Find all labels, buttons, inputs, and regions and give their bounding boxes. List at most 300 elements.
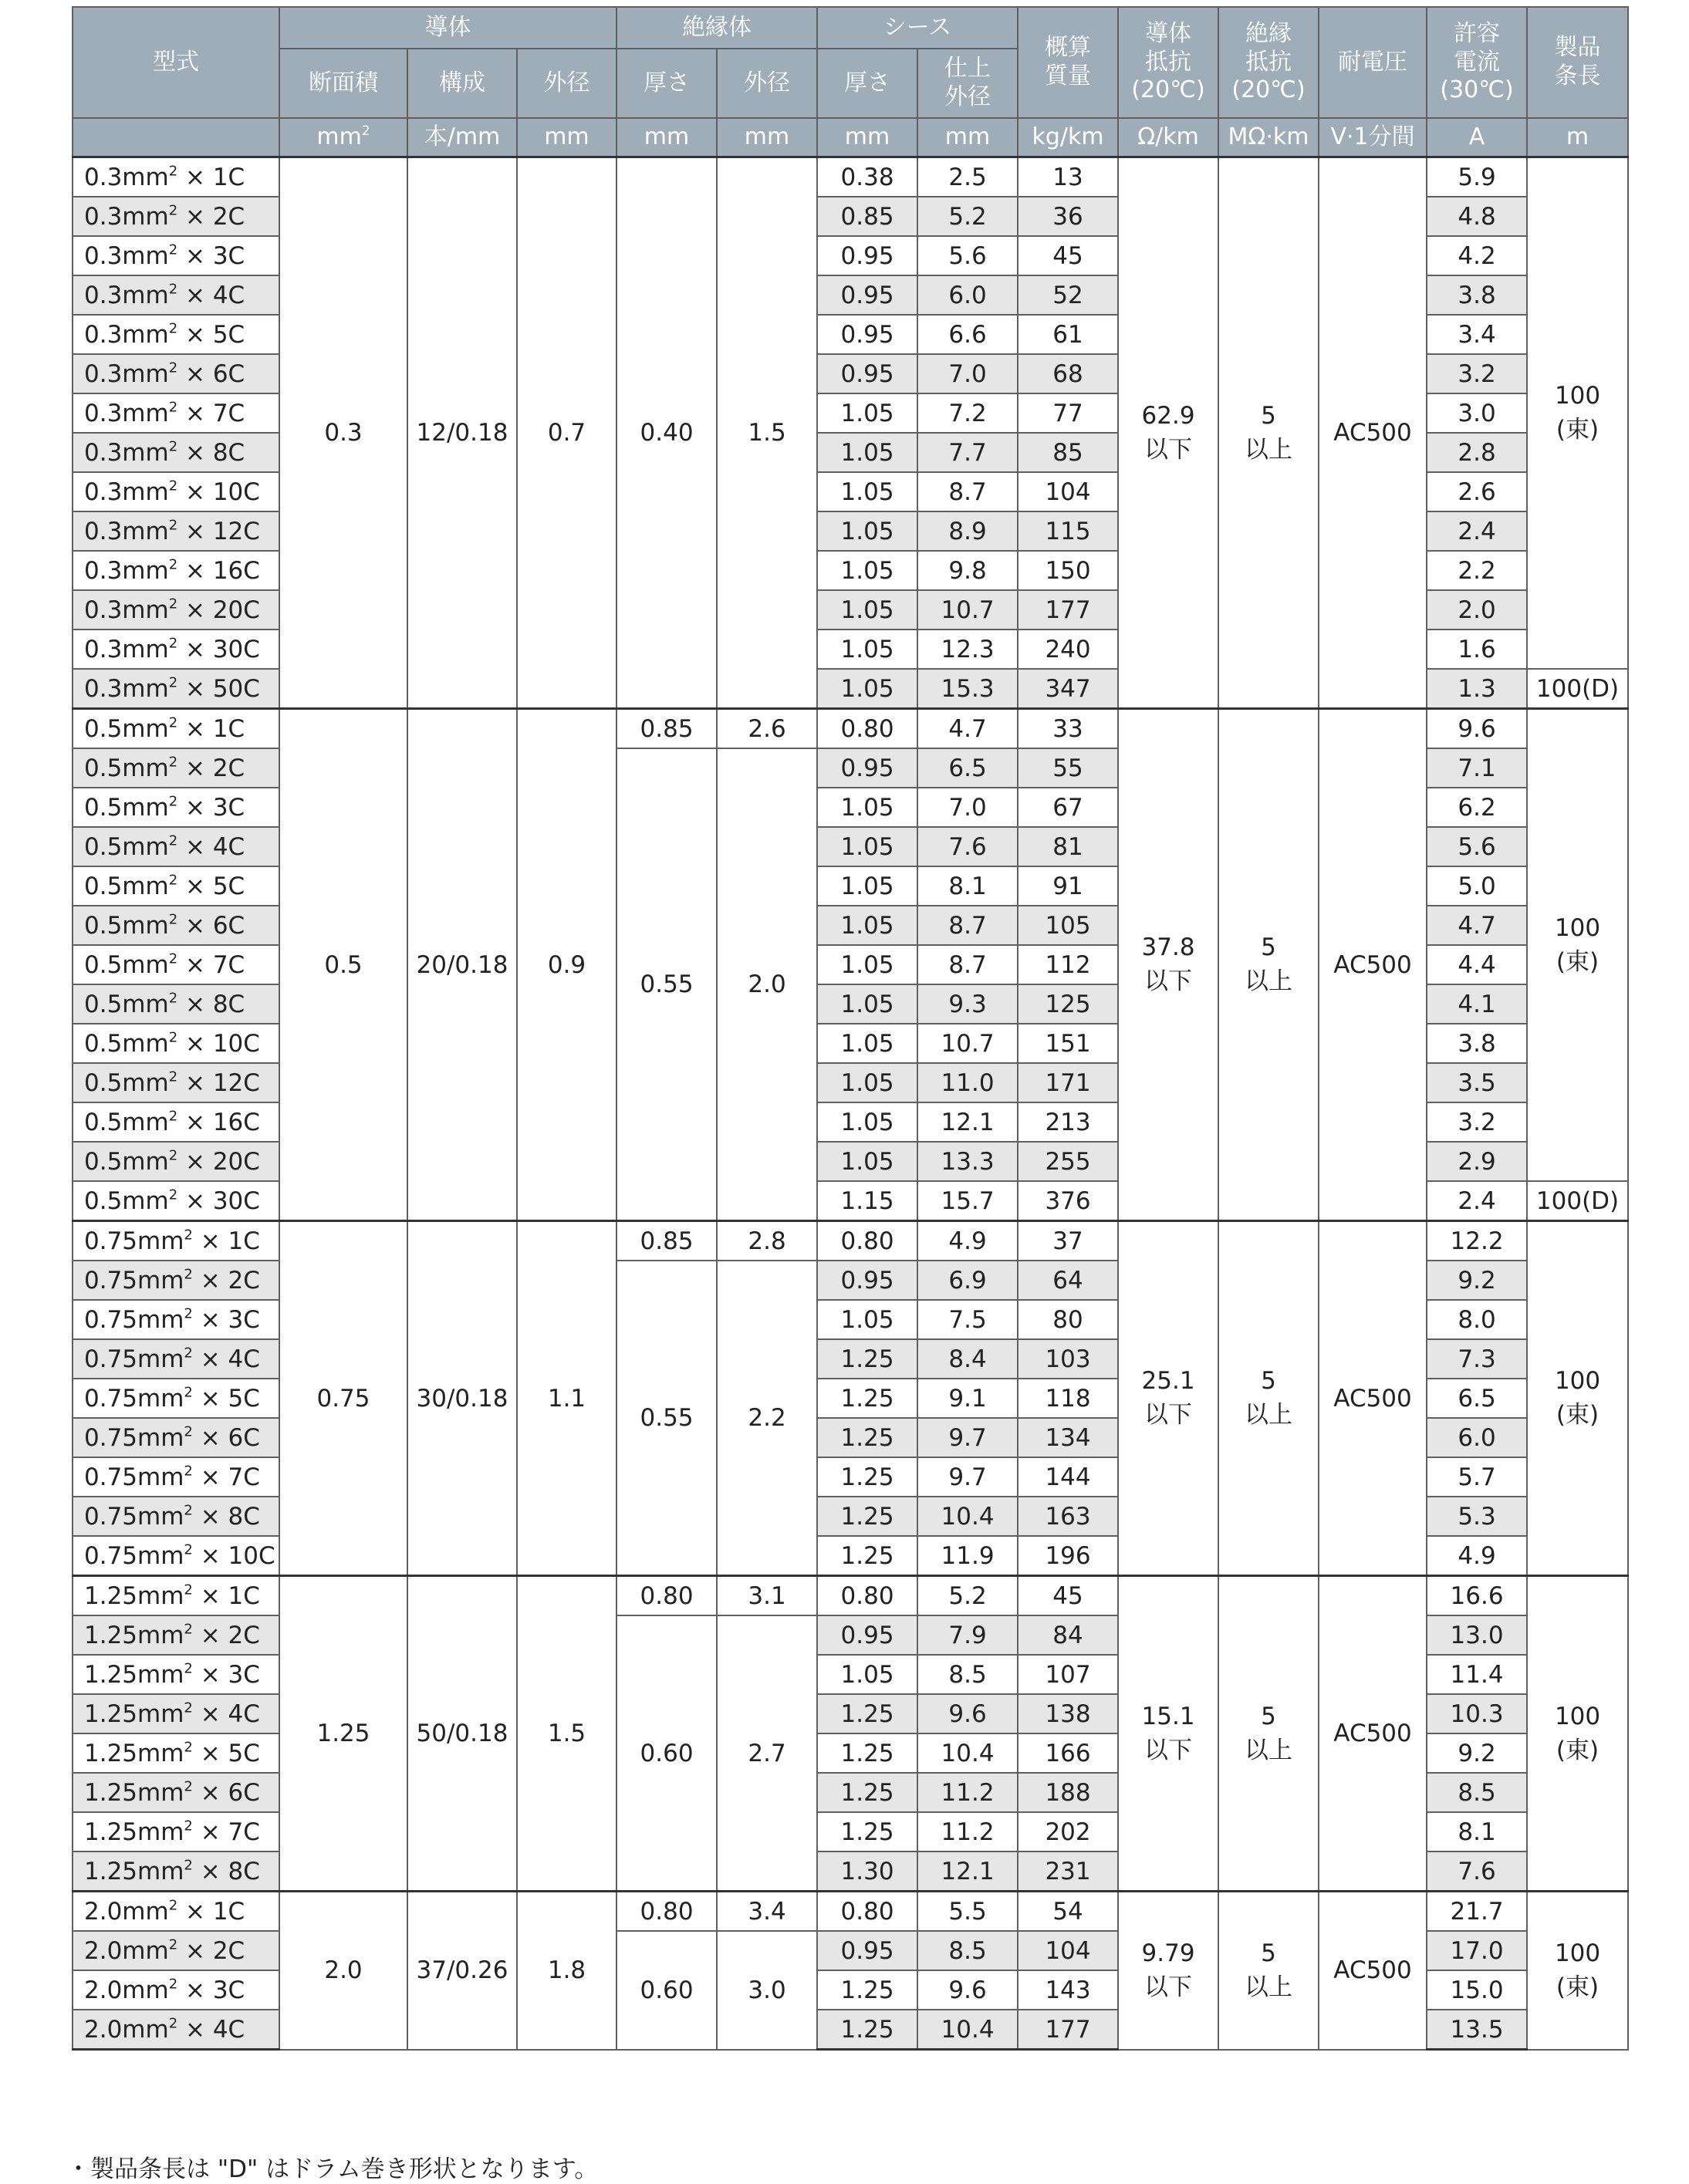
ins-od-cell: 3.1	[717, 1576, 817, 1616]
allowable-current-cell: 6.0	[1427, 1418, 1527, 1457]
model-cores: × 30C	[177, 1187, 260, 1215]
allowable-current-cell: 3.8	[1427, 1024, 1527, 1063]
cond-area-cell: 0.5	[279, 709, 407, 1221]
model-superscript: 2	[168, 1068, 178, 1085]
sheath-thickness-cell: 0.95	[817, 315, 917, 354]
sheath-thickness-cell: 1.25	[817, 1418, 917, 1457]
allowable-current-cell: 5.6	[1427, 827, 1527, 866]
model-base: 0.5mm	[84, 793, 169, 822]
allowable-current-cell: 2.4	[1427, 511, 1527, 551]
model-superscript: 2	[168, 280, 178, 297]
cond-od-cell: 1.1	[517, 1221, 616, 1576]
unit-product-length: m	[1527, 118, 1628, 157]
table-header	[73, 7, 1628, 157]
approx-mass-cell: 67	[1018, 788, 1118, 827]
cond-resistance-cell: 25.1 以下	[1118, 1221, 1218, 1576]
header-product-length: 製品 条長	[1527, 7, 1628, 118]
model-base: 0.75mm	[84, 1227, 184, 1255]
sheath-od-cell: 5.2	[917, 197, 1018, 236]
header-allowable-current: 許容 電流 (30℃)	[1427, 7, 1527, 118]
ins-od-cell: 3.4	[717, 1892, 817, 1932]
withstand-voltage-cell: AC500	[1319, 157, 1427, 709]
sheath-thickness-cell: 0.80	[817, 1221, 917, 1261]
model-base: 0.75mm	[84, 1384, 184, 1413]
model-superscript: 2	[168, 319, 178, 336]
ins-od-cell: 1.5	[717, 157, 817, 709]
product-length-drum-cell: 100(D)	[1527, 1181, 1628, 1221]
sheath-thickness-cell: 1.05	[817, 669, 917, 709]
sheath-thickness-cell: 1.25	[817, 1497, 917, 1536]
model-base: 0.3mm	[84, 359, 169, 388]
model-superscript: 2	[168, 1186, 178, 1203]
model-base: 0.3mm	[84, 281, 169, 309]
model-cell	[73, 1063, 279, 1102]
model-base: 0.3mm	[84, 478, 169, 506]
sheath-od-cell: 8.9	[917, 511, 1018, 551]
cond-resistance-cell: 15.1 以下	[1118, 1576, 1218, 1892]
sheath-od-cell: 7.5	[917, 1300, 1018, 1339]
approx-mass-cell: 55	[1018, 748, 1118, 788]
sheath-thickness-cell: 1.30	[817, 1852, 917, 1892]
model-base: 0.75mm	[84, 1463, 184, 1491]
model-cores: × 2C	[192, 1621, 260, 1649]
approx-mass-cell: 105	[1018, 906, 1118, 945]
approx-mass-cell: 171	[1018, 1063, 1118, 1102]
ins-od-cell: 2.7	[717, 1615, 817, 1892]
model-base: 2.0mm	[84, 1897, 169, 1926]
approx-mass-cell: 376	[1018, 1181, 1118, 1221]
model-cores: × 6C	[177, 911, 245, 940]
header-sh-finished-od: 仕上 外径	[917, 49, 1018, 118]
ins-thickness-cell: 0.60	[616, 1615, 717, 1892]
model-cores: × 4C	[177, 2015, 245, 2044]
allowable-current-cell: 7.6	[1427, 1852, 1527, 1892]
cond-od-cell: 1.5	[517, 1576, 616, 1892]
sheath-od-cell: 9.3	[917, 984, 1018, 1024]
model-superscript: 2	[168, 398, 178, 415]
sheath-od-cell: 2.5	[917, 157, 1018, 197]
sheath-od-cell: 9.1	[917, 1379, 1018, 1418]
model-cores: × 6C	[177, 359, 245, 388]
model-cell	[73, 315, 279, 354]
model-base: 0.3mm	[84, 635, 169, 663]
model-cores: × 16C	[177, 1108, 260, 1136]
allowable-current-cell: 7.1	[1427, 748, 1527, 788]
sheath-thickness-cell: 0.95	[817, 1931, 917, 1970]
model-cores: × 3C	[177, 1976, 245, 2004]
model-cores: × 8C	[177, 438, 245, 467]
allowable-current-cell: 9.2	[1427, 1733, 1527, 1773]
unit-cond-area: $mm^2$	[279, 118, 407, 157]
model-cell	[73, 630, 279, 669]
cable-spec-table	[72, 6, 1629, 2051]
allowable-current-cell: 9.6	[1427, 709, 1527, 749]
unit-cond-resistance: Ω/km	[1118, 118, 1218, 157]
model-cell	[73, 1694, 279, 1733]
model-superscript: 2	[184, 1581, 193, 1598]
cond-resistance-cell: 9.79 以下	[1118, 1892, 1218, 2050]
header-ins-thickness: 厚さ	[616, 49, 717, 118]
allowable-current-cell: 3.4	[1427, 315, 1527, 354]
sheath-od-cell: 11.2	[917, 1812, 1018, 1852]
model-cell	[73, 1418, 279, 1457]
allowable-current-cell: 2.6	[1427, 472, 1527, 511]
sheath-od-cell: 12.1	[917, 1102, 1018, 1142]
approx-mass-cell: 347	[1018, 669, 1118, 709]
sheath-od-cell: 15.3	[917, 669, 1018, 709]
model-cores: × 2C	[177, 1936, 245, 1965]
model-cell	[73, 748, 279, 788]
sheath-thickness-cell: 1.05	[817, 1102, 917, 1142]
allowable-current-cell: 5.9	[1427, 157, 1527, 197]
model-cores: × 2C	[177, 202, 245, 231]
model-base: 0.5mm	[84, 1187, 169, 1215]
model-base: 0.3mm	[84, 241, 169, 270]
model-cores: × 6C	[192, 1423, 260, 1452]
approx-mass-cell: 85	[1018, 433, 1118, 472]
cond-structure-cell: 12/0.18	[407, 157, 517, 709]
model-superscript: 2	[184, 1620, 193, 1637]
model-cores: × 7C	[177, 950, 245, 979]
sheath-od-cell: 7.2	[917, 393, 1018, 433]
header-model: 型式	[73, 7, 279, 118]
model-superscript: 2	[184, 1738, 193, 1755]
sheath-thickness-cell: 1.05	[817, 511, 917, 551]
sheath-od-cell: 11.2	[917, 1773, 1018, 1812]
model-superscript: 2	[168, 1975, 178, 1992]
model-cores: × 3C	[192, 1660, 260, 1689]
approx-mass-cell: 177	[1018, 590, 1118, 630]
sheath-thickness-cell: 0.95	[817, 236, 917, 275]
approx-mass-cell: 45	[1018, 236, 1118, 275]
sheath-od-cell: 8.5	[917, 1655, 1018, 1694]
sheath-od-cell: 7.7	[917, 433, 1018, 472]
allowable-current-cell: 3.5	[1427, 1063, 1527, 1102]
table-row	[73, 1576, 1628, 1616]
withstand-voltage-cell: AC500	[1319, 709, 1427, 1221]
model-base: 0.3mm	[84, 320, 169, 349]
sheath-od-cell: 8.7	[917, 906, 1018, 945]
sheath-od-cell: 7.0	[917, 354, 1018, 393]
header-group-insulator: 絶縁体	[616, 7, 817, 49]
approx-mass-cell: 213	[1018, 1102, 1118, 1142]
unit-model-blank	[73, 118, 279, 157]
sheath-thickness-cell: 1.25	[817, 1457, 917, 1497]
approx-mass-cell: 166	[1018, 1733, 1118, 1773]
withstand-voltage-cell: AC500	[1319, 1576, 1427, 1892]
sheath-od-cell: 12.3	[917, 630, 1018, 669]
model-cell	[73, 1181, 279, 1221]
model-cell	[73, 1379, 279, 1418]
model-cell	[73, 472, 279, 511]
allowable-current-cell: 21.7	[1427, 1892, 1527, 1932]
sheath-thickness-cell: 1.05	[817, 1300, 917, 1339]
sheath-od-cell: 4.9	[917, 1221, 1018, 1261]
model-base: 0.75mm	[84, 1345, 184, 1373]
model-superscript: 2	[184, 1699, 193, 1716]
sheath-od-cell: 8.5	[917, 1931, 1018, 1970]
model-superscript: 2	[168, 832, 178, 849]
ins-thickness-cell: 0.55	[616, 1261, 717, 1576]
model-cell	[73, 945, 279, 984]
model-cores: × 8C	[192, 1502, 260, 1531]
unit-withstand-voltage: V·1分間	[1319, 118, 1427, 157]
sheath-thickness-cell: 0.80	[817, 1576, 917, 1616]
approx-mass-cell: 36	[1018, 197, 1118, 236]
sheath-od-cell: 7.9	[917, 1615, 1018, 1655]
sheath-thickness-cell: 1.25	[817, 1812, 917, 1852]
sheath-thickness-cell: 0.95	[817, 748, 917, 788]
sheath-thickness-cell: 1.25	[817, 1970, 917, 2010]
model-cell	[73, 1536, 279, 1576]
header-group-sheath: シース	[817, 7, 1018, 49]
model-superscript: 2	[184, 1226, 193, 1243]
approx-mass-cell: 177	[1018, 2010, 1118, 2050]
allowable-current-cell: 7.3	[1427, 1339, 1527, 1379]
ins-thickness-cell: 0.85	[616, 1221, 717, 1261]
model-cell	[73, 1655, 279, 1694]
sheath-thickness-cell: 1.05	[817, 984, 917, 1024]
allowable-current-cell: 8.1	[1427, 1812, 1527, 1852]
model-superscript: 2	[168, 516, 178, 533]
model-base: 0.5mm	[84, 1108, 169, 1136]
model-cores: × 10C	[177, 1029, 260, 1058]
sheath-thickness-cell: 1.05	[817, 1142, 917, 1181]
model-base: 2.0mm	[84, 1976, 169, 2004]
allowable-current-cell: 10.3	[1427, 1694, 1527, 1733]
allowable-current-cell: 15.0	[1427, 1970, 1527, 2010]
approx-mass-cell: 68	[1018, 354, 1118, 393]
model-superscript: 2	[168, 555, 178, 572]
cond-area-cell: 2.0	[279, 1892, 407, 2050]
model-cell	[73, 984, 279, 1024]
unit-approx-mass: kg/km	[1018, 118, 1118, 157]
allowable-current-cell: 5.7	[1427, 1457, 1527, 1497]
model-cores: × 1C	[177, 163, 245, 191]
ins-thickness-cell: 0.60	[616, 1931, 717, 2050]
model-base: 0.3mm	[84, 674, 169, 703]
model-cores: × 5C	[192, 1739, 260, 1767]
unit-cond-od: mm	[517, 118, 616, 157]
model-cell	[73, 906, 279, 945]
approx-mass-cell: 112	[1018, 945, 1118, 984]
approx-mass-cell: 33	[1018, 709, 1118, 749]
allowable-current-cell: 6.5	[1427, 1379, 1527, 1418]
model-cell	[73, 669, 279, 709]
model-cores: × 4C	[177, 832, 245, 861]
model-superscript: 2	[184, 1462, 193, 1479]
model-cell	[73, 827, 279, 866]
header-cond-area: 断面積	[279, 49, 407, 118]
model-cell	[73, 1497, 279, 1536]
unit-ins-resistance: MΩ·km	[1218, 118, 1319, 157]
header-ins-od: 外径	[717, 49, 817, 118]
model-superscript: 2	[168, 910, 178, 927]
allowable-current-cell: 3.8	[1427, 275, 1527, 315]
model-superscript: 2	[184, 1856, 193, 1873]
approx-mass-cell: 80	[1018, 1300, 1118, 1339]
approx-mass-cell: 61	[1018, 315, 1118, 354]
sheath-od-cell: 5.2	[917, 1576, 1018, 1616]
sheath-thickness-cell: 1.25	[817, 1339, 917, 1379]
sheath-od-cell: 6.0	[917, 275, 1018, 315]
unit-ins-thickness: mm	[616, 118, 717, 157]
model-superscript: 2	[168, 162, 178, 179]
sheath-od-cell: 9.7	[917, 1457, 1018, 1497]
cond-od-cell: 1.8	[517, 1892, 616, 2050]
model-base: 0.5mm	[84, 911, 169, 940]
approx-mass-cell: 134	[1018, 1418, 1118, 1457]
sheath-thickness-cell: 1.05	[817, 866, 917, 906]
model-base: 1.25mm	[84, 1700, 184, 1728]
withstand-voltage-cell: AC500	[1319, 1221, 1427, 1576]
allowable-current-cell: 4.2	[1427, 236, 1527, 275]
sheath-thickness-cell: 1.15	[817, 1181, 917, 1221]
approx-mass-cell: 103	[1018, 1339, 1118, 1379]
allowable-current-cell: 3.0	[1427, 393, 1527, 433]
model-cores: × 12C	[177, 517, 260, 545]
model-base: 0.5mm	[84, 1068, 169, 1097]
allowable-current-cell: 2.4	[1427, 1181, 1527, 1221]
model-base: 1.25mm	[84, 1621, 184, 1649]
model-cores: × 1C	[192, 1581, 260, 1610]
model-cell	[73, 1576, 279, 1616]
sheath-thickness-cell: 0.95	[817, 1261, 917, 1300]
unit-sh-thickness: mm	[817, 118, 917, 157]
model-superscript: 2	[168, 359, 178, 376]
model-cell	[73, 354, 279, 393]
model-base: 1.25mm	[84, 1581, 184, 1610]
model-superscript: 2	[168, 2014, 178, 2031]
approx-mass-cell: 81	[1018, 827, 1118, 866]
unit-sh-finished-od: mm	[917, 118, 1018, 157]
approx-mass-cell: 115	[1018, 511, 1118, 551]
model-cores: × 6C	[192, 1778, 260, 1807]
approx-mass-cell: 255	[1018, 1142, 1118, 1181]
allowable-current-cell: 12.2	[1427, 1221, 1527, 1261]
sheath-od-cell: 10.4	[917, 2010, 1018, 2050]
model-cell	[73, 511, 279, 551]
model-cell	[73, 1892, 279, 1932]
allowable-current-cell: 8.5	[1427, 1773, 1527, 1812]
sheath-od-cell: 8.7	[917, 472, 1018, 511]
model-superscript: 2	[168, 241, 178, 258]
allowable-current-cell: 4.7	[1427, 906, 1527, 945]
header-withstand-voltage: 耐電圧	[1319, 7, 1427, 118]
unit-cond-structure: 本/mm	[407, 118, 517, 157]
sheath-thickness-cell: 1.05	[817, 433, 917, 472]
cond-area-cell: 0.3	[279, 157, 407, 709]
model-superscript: 2	[168, 714, 178, 731]
model-base: 0.5mm	[84, 990, 169, 1018]
model-cell	[73, 393, 279, 433]
approx-mass-cell: 163	[1018, 1497, 1118, 1536]
table-row	[73, 709, 1628, 749]
product-length-cell: 100 (束)	[1527, 1221, 1628, 1576]
model-cell	[73, 1221, 279, 1261]
model-superscript: 2	[184, 1265, 193, 1282]
sheath-thickness-cell: 1.05	[817, 788, 917, 827]
approx-mass-cell: 64	[1018, 1261, 1118, 1300]
model-cell	[73, 1102, 279, 1142]
sheath-od-cell: 10.4	[917, 1497, 1018, 1536]
model-cores: × 5C	[177, 320, 245, 349]
table-row	[73, 157, 1628, 197]
allowable-current-cell: 17.0	[1427, 1931, 1527, 1970]
model-cores: × 3C	[177, 241, 245, 270]
approx-mass-cell: 188	[1018, 1773, 1118, 1812]
model-superscript: 2	[184, 1659, 193, 1676]
model-cell	[73, 1339, 279, 1379]
allowable-current-cell: 3.2	[1427, 1102, 1527, 1142]
ins-thickness-cell: 0.80	[616, 1892, 717, 1932]
model-base: 2.0mm	[84, 1936, 169, 1965]
model-cell	[73, 1733, 279, 1773]
sheath-od-cell: 6.5	[917, 748, 1018, 788]
product-length-drum-cell: 100(D)	[1527, 669, 1628, 709]
model-cell	[73, 433, 279, 472]
model-cores: × 12C	[177, 1068, 260, 1097]
allowable-current-cell: 4.8	[1427, 197, 1527, 236]
sheath-thickness-cell: 1.05	[817, 1063, 917, 1102]
model-cell	[73, 1142, 279, 1181]
model-superscript: 2	[184, 1541, 193, 1558]
model-cell	[73, 590, 279, 630]
model-base: 1.25mm	[84, 1778, 184, 1807]
sheath-od-cell: 10.4	[917, 1733, 1018, 1773]
model-superscript: 2	[184, 1423, 193, 1440]
approx-mass-cell: 138	[1018, 1694, 1118, 1733]
sheath-thickness-cell: 1.25	[817, 1733, 917, 1773]
ins-thickness-cell: 0.40	[616, 157, 717, 709]
model-cores: × 4C	[177, 281, 245, 309]
cond-structure-cell: 30/0.18	[407, 1221, 517, 1576]
ins-resistance-cell: 5 以上	[1218, 1892, 1319, 2050]
approx-mass-cell: 231	[1018, 1852, 1118, 1892]
model-cores: × 5C	[192, 1384, 260, 1413]
model-cell	[73, 1970, 279, 2010]
allowable-current-cell: 2.2	[1427, 551, 1527, 590]
sheath-thickness-cell: 1.05	[817, 1024, 917, 1063]
sheath-thickness-cell: 1.05	[817, 590, 917, 630]
model-cores: × 8C	[177, 990, 245, 1018]
sheath-thickness-cell: 0.80	[817, 709, 917, 749]
model-cell	[73, 1773, 279, 1812]
model-cell	[73, 1457, 279, 1497]
product-length-cell: 100 (束)	[1527, 709, 1628, 1182]
model-cell	[73, 551, 279, 590]
model-cell	[73, 236, 279, 275]
sheath-od-cell: 6.6	[917, 315, 1018, 354]
model-base: 0.5mm	[84, 754, 169, 782]
sheath-od-cell: 7.6	[917, 827, 1018, 866]
product-length-cell: 100 (束)	[1527, 1892, 1628, 2050]
approx-mass-cell: 104	[1018, 1931, 1118, 1970]
allowable-current-cell: 8.0	[1427, 1300, 1527, 1339]
table-row	[73, 1892, 1628, 1932]
allowable-current-cell: 4.1	[1427, 984, 1527, 1024]
approx-mass-cell: 196	[1018, 1536, 1118, 1576]
approx-mass-cell: 91	[1018, 866, 1118, 906]
sheath-thickness-cell: 1.25	[817, 1773, 917, 1812]
sheath-od-cell: 10.7	[917, 1024, 1018, 1063]
approx-mass-cell: 125	[1018, 984, 1118, 1024]
model-cell	[73, 1615, 279, 1655]
approx-mass-cell: 104	[1018, 472, 1118, 511]
sheath-od-cell: 9.7	[917, 1418, 1018, 1457]
sheath-thickness-cell: 1.05	[817, 472, 917, 511]
cond-structure-cell: 37/0.26	[407, 1892, 517, 2050]
